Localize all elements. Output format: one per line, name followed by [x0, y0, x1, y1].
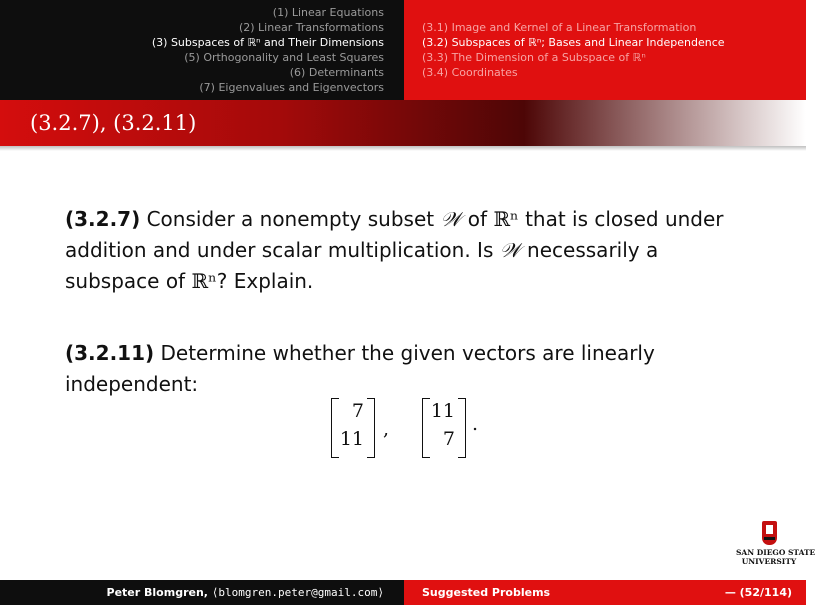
problem-text: addition and under scalar multiplication. Is — [65, 238, 500, 262]
footer-section-bar — [404, 580, 806, 605]
nav-section-1[interactable]: (1) Linear Equations — [272, 6, 384, 19]
problem-text: ? Explain. — [216, 269, 314, 293]
vector-1 — [331, 398, 375, 456]
left-bracket — [422, 398, 430, 458]
shield-stripe — [764, 537, 775, 540]
problem-text: necessarily a — [520, 238, 659, 262]
problem-3-2-7-line-1 — [65, 204, 724, 235]
vector-entry: 7 — [351, 400, 364, 422]
nav-subsection-3-2[interactable]: (3.2) Subspaces of ℝⁿ; Bases and Linear Independence — [422, 36, 725, 49]
problem-text: subspace of — [65, 269, 192, 293]
nav-section-7[interactable]: (7) Eigenvalues and Eigenvectors — [199, 81, 384, 94]
shield-icon — [762, 521, 777, 545]
problem-label: (3.2.11) — [65, 341, 155, 365]
nav-subsection-3-1[interactable]: (3.1) Image and Kernel of a Linear Transformation — [422, 21, 697, 34]
math-W: 𝒲 — [499, 238, 521, 262]
footer-page-number: — (52/114) — [724, 586, 792, 599]
nav-subsection-3-4[interactable]: (3.4) Coordinates — [422, 66, 518, 79]
footer-author-bar — [0, 580, 404, 605]
section-nav — [0, 0, 404, 100]
vector-entry: 11 — [430, 400, 455, 422]
problem-3-2-7-line-2 — [65, 235, 658, 266]
nav-section-2[interactable]: (2) Linear Transformations — [238, 21, 384, 34]
author-name: Peter Blomgren, — [106, 586, 212, 599]
problem-label: (3.2.7) — [65, 207, 141, 231]
problem-3-2-11-line-1 — [65, 338, 655, 369]
nav-section-6[interactable]: (6) Determinants — [289, 66, 384, 79]
sdsu-logo — [736, 521, 815, 571]
left-bracket — [331, 398, 339, 458]
vector-2 — [422, 398, 466, 456]
vector-period: . — [472, 413, 479, 435]
right-bracket — [367, 398, 375, 458]
vector-entry: 11 — [339, 428, 364, 450]
vector-entry: 7 — [442, 428, 455, 450]
problem-text: of — [461, 207, 494, 231]
nav-section-5[interactable]: (5) Orthogonality and Least Squares — [184, 51, 384, 64]
footer-author — [107, 586, 384, 599]
right-bracket — [458, 398, 466, 458]
vector-separator-comma: , — [383, 418, 390, 440]
problem-text: that is closed under — [518, 207, 724, 231]
problem-3-2-7-line-3 — [65, 266, 313, 297]
title-bar — [0, 100, 806, 146]
problem-text: Determine whether the given vectors are linearly — [154, 341, 655, 365]
slide-title: (3.2.7), (3.2.11) — [30, 111, 197, 135]
footer-section-label[interactable]: Suggested Problems — [422, 586, 551, 599]
math-W: 𝒲 — [440, 207, 462, 231]
nav-subsection-3-3[interactable]: (3.3) The Dimension of a Subspace of ℝⁿ — [422, 51, 646, 64]
title-shadow — [0, 146, 806, 151]
problem-3-2-11-line-2: independent: — [65, 372, 199, 396]
logo-text-line-2: UNIVERSITY — [741, 557, 797, 566]
problem-text: Consider a nonempty subset — [140, 207, 441, 231]
subsection-nav — [404, 0, 806, 100]
logo-text-line-1: SAN DIEGO STATE — [736, 548, 815, 557]
shield-inner — [766, 525, 773, 534]
math-Rn: ℝⁿ — [493, 207, 519, 231]
nav-section-3[interactable]: (3) Subspaces of ℝⁿ and Their Dimensions — [151, 36, 384, 49]
author-email[interactable]: ⟨blomgren.peter@gmail.com⟩ — [211, 586, 384, 599]
math-Rn: ℝⁿ — [191, 269, 217, 293]
